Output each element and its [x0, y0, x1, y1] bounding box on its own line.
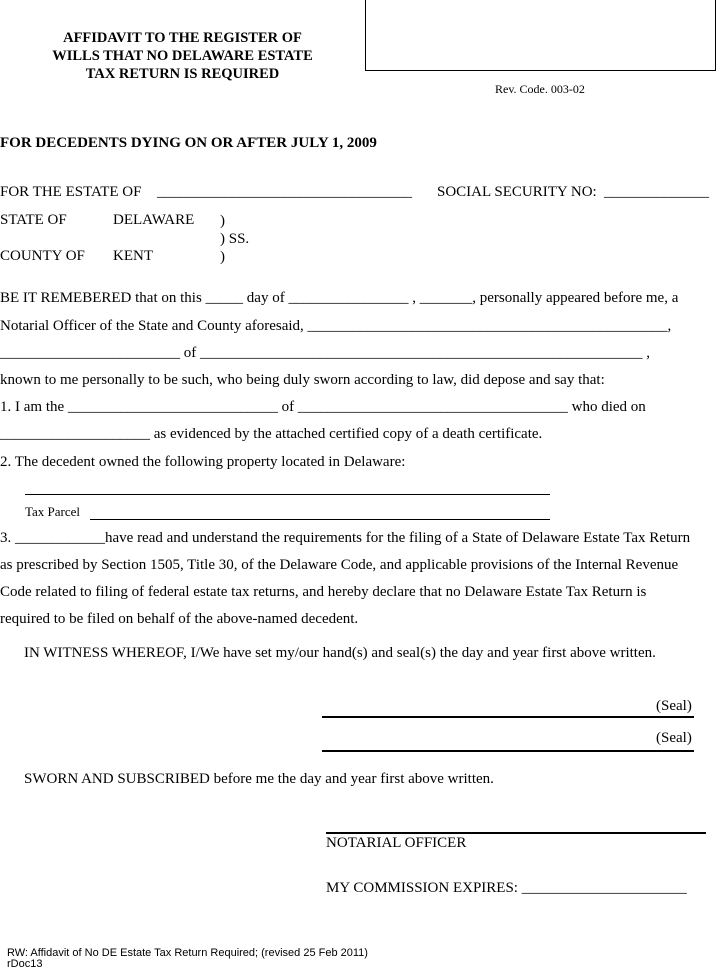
venue-paren-1: ) — [220, 213, 225, 229]
body-line-11: required to be filed on behalf of the above-named decedent. — [0, 611, 359, 627]
body-line-7: 2. The decedent owned the following property located in Delaware: — [0, 454, 406, 470]
subheading: FOR DECEDENTS DYING ON OR AFTER JULY 1, 2009 — [0, 135, 377, 151]
estate-label: FOR THE ESTATE OF — [0, 184, 142, 200]
body-line-1: BE IT REMEBERED that on this _____ day of ________________ , _______, personally appeared before me, a — [0, 290, 679, 306]
signature-line-2[interactable] — [322, 750, 694, 752]
commission-expires[interactable]: MY COMMISSION EXPIRES: ______________________ — [326, 880, 687, 896]
title-line-1: AFFIDAVIT TO THE REGISTER OF — [63, 30, 302, 46]
body-line-5: 1. I am the ____________________________ of ____________________________________ who died on — [0, 399, 646, 415]
state-label: STATE OF — [0, 212, 67, 228]
signature-line-1[interactable] — [322, 716, 694, 718]
venue-paren-3: ) — [220, 249, 225, 265]
county-value: KENT — [113, 248, 153, 264]
filing-stamp-box — [365, 0, 716, 71]
seal-label-2: (Seal) — [656, 730, 692, 746]
title-line-2: WILLS THAT NO DELAWARE ESTATE — [52, 48, 313, 64]
venue-paren-ss: ) SS. — [220, 231, 250, 247]
state-value: DELAWARE — [113, 212, 195, 228]
body-line-9: as prescribed by Section 1505, Title 30, of the Delaware Code, and applicable provisions of the Internal Revenue — [0, 557, 679, 573]
sworn-statement: SWORN AND SUBSCRIBED before me the day and year first above written. — [24, 771, 494, 787]
property-line-1[interactable] — [25, 494, 550, 495]
footer-line-2: rDoc13 — [7, 958, 43, 970]
body-line-3: ________________________ of ___________________________________________________________ , — [0, 345, 650, 361]
seal-label-1: (Seal) — [656, 698, 692, 714]
notary-signature-line[interactable] — [326, 832, 706, 834]
estate-name-field[interactable]: __________________________________ — [157, 184, 412, 200]
ssn-field[interactable]: ______________ — [604, 184, 709, 200]
rev-code: Rev. Code. 003-02 — [495, 82, 585, 96]
witness-statement: IN WITNESS WHEREOF, I/We have set my/our hand(s) and seal(s) the day and year first above written. — [24, 645, 656, 661]
body-line-2: Notarial Officer of the State and County aforesaid, ________________________________________________, — [0, 318, 672, 334]
county-label: COUNTY OF — [0, 248, 85, 264]
body-line-4: known to me personally to be such, who being duly sworn according to law, did depose and say that: — [0, 372, 605, 388]
body-line-10: Code related to filing of federal estate tax returns, and hereby declare that no Delaware Estate Tax Return is — [0, 584, 647, 600]
ssn-label: SOCIAL SECURITY NO: — [437, 184, 597, 200]
notarial-officer-label: NOTARIAL OFFICER — [326, 835, 467, 851]
title-line-3: TAX RETURN IS REQUIRED — [85, 66, 280, 82]
document-title — [30, 29, 335, 83]
body-line-8: 3. ____________have read and understand the requirements for the filing of a State of Delaware Estate Tax Return — [0, 530, 691, 546]
footer-line-1: RW: Affidavit of No DE Estate Tax Return Required; (revised 25 Feb 2011) — [7, 947, 368, 959]
tax-parcel-line[interactable] — [90, 519, 550, 520]
tax-parcel-label: Tax Parcel — [25, 504, 81, 519]
body-line-6: ____________________ as evidenced by the attached certified copy of a death certificate. — [0, 426, 543, 442]
